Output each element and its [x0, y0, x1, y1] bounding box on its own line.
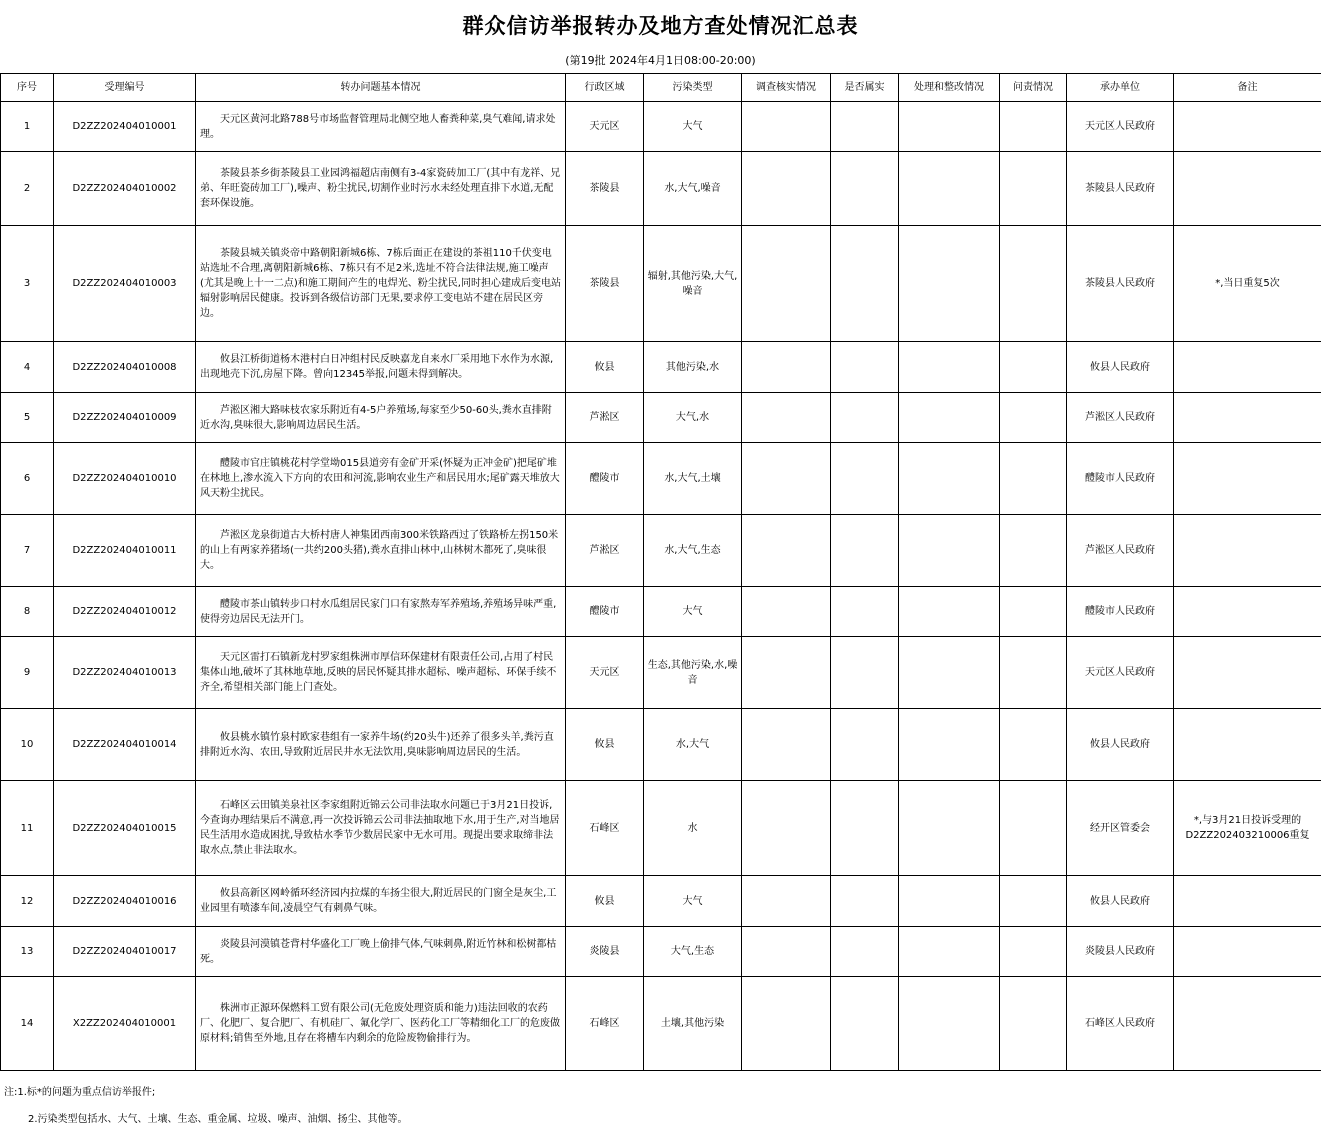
col-header-type: 污染类型: [644, 74, 742, 102]
row-investigation: [742, 515, 831, 587]
row-investigation: [742, 781, 831, 876]
table-row: [1, 977, 1321, 1071]
row-code: D2ZZ202404010014: [54, 709, 196, 781]
table-header-row: [1, 74, 1321, 102]
row-investigation: [742, 927, 831, 977]
row-verified: [831, 342, 899, 393]
row-region: 芦淞区: [566, 515, 644, 587]
row-handling: [899, 927, 1000, 977]
row-code: D2ZZ202404010012: [54, 587, 196, 637]
row-type: 大气,水: [644, 393, 742, 443]
row-investigation: [742, 102, 831, 152]
row-accountability: [1000, 152, 1067, 226]
row-code: D2ZZ202404010002: [54, 152, 196, 226]
row-unit: 攸县人民政府: [1067, 342, 1174, 393]
col-header-accountability: 问责情况: [1000, 74, 1067, 102]
table-row: [1, 781, 1321, 876]
row-desc: 攸县江桥街道杨木港村白日冲组村民反映嘉龙自来水厂采用地下水作为水源,出现地壳下沉,房屋下降。曾向12345举报,问题未得到解决。: [196, 342, 566, 393]
table-row: [1, 587, 1321, 637]
row-region: 醴陵市: [566, 443, 644, 515]
row-investigation: [742, 709, 831, 781]
footnote-2: 2.污染类型包括水、大气、土壤、生态、重金属、垃圾、噪声、油烟、扬尘、其他等。: [28, 1114, 408, 1125]
col-header-handling: 处理和整改情况: [899, 74, 1000, 102]
row-investigation: [742, 876, 831, 927]
row-code: D2ZZ202404010015: [54, 781, 196, 876]
table-row: [1, 876, 1321, 927]
table-row: [1, 515, 1321, 587]
row-no: 7: [1, 515, 54, 587]
row-type: 土壤,其他污染: [644, 977, 742, 1071]
row-verified: [831, 637, 899, 709]
table-row: [1, 226, 1321, 342]
row-region: 芦淞区: [566, 393, 644, 443]
row-note: *,当日重复5次: [1174, 226, 1321, 342]
row-investigation: [742, 226, 831, 342]
row-accountability: [1000, 393, 1067, 443]
row-verified: [831, 927, 899, 977]
row-no: 6: [1, 443, 54, 515]
row-verified: [831, 443, 899, 515]
row-type: 生态,其他污染,水,噪音: [644, 637, 742, 709]
row-verified: [831, 102, 899, 152]
col-header-region: 行政区域: [566, 74, 644, 102]
row-handling: [899, 876, 1000, 927]
row-handling: [899, 342, 1000, 393]
row-desc: 醴陵市茶山镇转步口村水瓜组居民家门口有家熬寿军养殖场,养殖场异味严重,使得旁边居民无法开门。: [196, 587, 566, 637]
row-desc: 芦淞区龙泉街道古大桥村唐人神集团西南300米铁路西过了铁路桥左拐150米的山上有两家养猪场(一共约200头猪),粪水直排山林中,山林树木都死了,臭味很大。: [196, 515, 566, 587]
row-handling: [899, 152, 1000, 226]
col-header-desc: 转办问题基本情况: [196, 74, 566, 102]
row-unit: 茶陵县人民政府: [1067, 152, 1174, 226]
row-code: D2ZZ202404010013: [54, 637, 196, 709]
row-accountability: [1000, 637, 1067, 709]
row-verified: [831, 587, 899, 637]
col-header-note: 备注: [1174, 74, 1321, 102]
row-accountability: [1000, 226, 1067, 342]
row-type: 大气: [644, 876, 742, 927]
row-desc: 天元区黄河北路788号市场监督管理局北侧空地人畜粪种菜,臭气难闻,请求处理。: [196, 102, 566, 152]
row-handling: [899, 977, 1000, 1071]
row-unit: 茶陵县人民政府: [1067, 226, 1174, 342]
row-desc: 炎陵县河漠镇苍背村华盛化工厂晚上偷排气体,气味刺鼻,附近竹林和松树都枯死。: [196, 927, 566, 977]
row-verified: [831, 709, 899, 781]
col-header-code: 受理编号: [54, 74, 196, 102]
row-region: 醴陵市: [566, 587, 644, 637]
row-unit: 炎陵县人民政府: [1067, 927, 1174, 977]
row-unit: 芦淞区人民政府: [1067, 393, 1174, 443]
row-code: D2ZZ202404010011: [54, 515, 196, 587]
row-unit: 醴陵市人民政府: [1067, 443, 1174, 515]
row-verified: [831, 515, 899, 587]
row-desc: 茶陵县城关镇炎帝中路朝阳新城6栋、7栋后面正在建设的茶祖110千伏变电站选址不合理,离朝阳新城6栋、7栋只有不足2米,选址不符合法律法规,施工噪声(尤其是晚上十一二点)和施工期间产生的电焊光、粉尘扰民,同时担心建成后变电站辐射影响居民健康。投诉到各级信访部门无果,要求停工变电站不建在居民区旁边。: [196, 226, 566, 342]
row-accountability: [1000, 587, 1067, 637]
row-code: D2ZZ202404010003: [54, 226, 196, 342]
row-region: 炎陵县: [566, 927, 644, 977]
table-row: [1, 443, 1321, 515]
row-desc: 石峰区云田镇美泉社区李家组附近锦云公司非法取水问题已于3月21日投诉,今查询办理结果后不满意,再一次投诉锦云公司非法抽取地下水,用于生产,对当地居民生活用水造成困扰,导致枯水季节少数居民家中无水可用。现提出要求取缔非法取水点,禁止非法取水。: [196, 781, 566, 876]
row-desc: 茶陵县茶乡街茶陵县工业园鸿福超店南侧有3-4家瓷砖加工厂(其中有龙祥、兄弟、年旺瓷砖加工厂),噪声、粉尘扰民,切割作业时污水未经处理直排下水道,无配套环保设施。: [196, 152, 566, 226]
row-type: 其他污染,水: [644, 342, 742, 393]
row-type: 水,大气,噪音: [644, 152, 742, 226]
row-code: D2ZZ202404010008: [54, 342, 196, 393]
col-header-investigation: 调查核实情况: [742, 74, 831, 102]
row-region: 石峰区: [566, 781, 644, 876]
row-unit: 石峰区人民政府: [1067, 977, 1174, 1071]
row-verified: [831, 393, 899, 443]
row-accountability: [1000, 876, 1067, 927]
row-code: D2ZZ202404010001: [54, 102, 196, 152]
row-handling: [899, 102, 1000, 152]
row-verified: [831, 781, 899, 876]
row-type: 大气,生态: [644, 927, 742, 977]
row-code: D2ZZ202404010017: [54, 927, 196, 977]
row-code: X2ZZ202404010001: [54, 977, 196, 1071]
row-handling: [899, 393, 1000, 443]
row-note: [1174, 102, 1321, 152]
summary-table: [0, 73, 1321, 1071]
table-row: [1, 927, 1321, 977]
row-code: D2ZZ202404010009: [54, 393, 196, 443]
row-desc: 芦淞区湘大路味枝农家乐附近有4-5户养殖场,每家至少50-60头,粪水直排附近水沟,臭味很大,影响周边居民生活。: [196, 393, 566, 443]
row-unit: 天元区人民政府: [1067, 637, 1174, 709]
row-unit: 攸县人民政府: [1067, 709, 1174, 781]
row-investigation: [742, 587, 831, 637]
row-desc: 醴陵市官庄镇桃花村学堂坳015县道旁有金矿开采(怀疑为正冲金矿)把尾矿堆在林地上,渗水流入下方向的农田和河流,影响农业生产和居民用水;尾矿露天堆放大风天粉尘扰民。: [196, 443, 566, 515]
row-no: 1: [1, 102, 54, 152]
row-unit: 芦淞区人民政府: [1067, 515, 1174, 587]
row-note: [1174, 587, 1321, 637]
row-note: [1174, 709, 1321, 781]
row-verified: [831, 977, 899, 1071]
row-investigation: [742, 637, 831, 709]
row-note: [1174, 515, 1321, 587]
row-desc: 株洲市正源环保燃料工贸有限公司(无危废处理资质和能力)违法回收的农药厂、化肥厂、复合肥厂、有机硅厂、氟化学厂、医药化工厂等精细化工厂的危废做原材料;销售至外地,且存在将槽车内剩余的危险废物偷排行为。: [196, 977, 566, 1071]
row-region: 茶陵县: [566, 152, 644, 226]
row-accountability: [1000, 977, 1067, 1071]
row-accountability: [1000, 342, 1067, 393]
row-no: 8: [1, 587, 54, 637]
row-investigation: [742, 342, 831, 393]
row-handling: [899, 443, 1000, 515]
row-type: 水: [644, 781, 742, 876]
table-row: [1, 393, 1321, 443]
row-no: 10: [1, 709, 54, 781]
row-note: [1174, 342, 1321, 393]
row-accountability: [1000, 781, 1067, 876]
row-handling: [899, 637, 1000, 709]
row-no: 11: [1, 781, 54, 876]
row-verified: [831, 152, 899, 226]
row-code: D2ZZ202404010010: [54, 443, 196, 515]
row-note: *,与3月21日投诉受理的D2ZZ202403210006重复: [1174, 781, 1321, 876]
row-note: [1174, 637, 1321, 709]
row-no: 2: [1, 152, 54, 226]
table-row: [1, 637, 1321, 709]
row-handling: [899, 515, 1000, 587]
row-accountability: [1000, 709, 1067, 781]
row-region: 攸县: [566, 342, 644, 393]
row-unit: 醴陵市人民政府: [1067, 587, 1174, 637]
row-no: 13: [1, 927, 54, 977]
row-region: 石峰区: [566, 977, 644, 1071]
row-note: [1174, 876, 1321, 927]
row-note: [1174, 152, 1321, 226]
row-unit: 天元区人民政府: [1067, 102, 1174, 152]
footnote-1: 注:1.标*的问题为重点信访举报件;: [4, 1087, 156, 1098]
batch-subtitle: (第19批 2024年4月1日08:00-20:00): [565, 54, 756, 67]
row-investigation: [742, 977, 831, 1071]
row-verified: [831, 226, 899, 342]
row-type: 辐射,其他污染,大气,噪音: [644, 226, 742, 342]
row-type: 水,大气,生态: [644, 515, 742, 587]
table-row: [1, 152, 1321, 226]
row-type: 水,大气: [644, 709, 742, 781]
row-unit: 经开区管委会: [1067, 781, 1174, 876]
row-note: [1174, 977, 1321, 1071]
row-no: 9: [1, 637, 54, 709]
row-accountability: [1000, 443, 1067, 515]
row-handling: [899, 226, 1000, 342]
row-code: D2ZZ202404010016: [54, 876, 196, 927]
row-desc: 天元区雷打石镇新龙村罗家组株洲市厚信环保建材有限责任公司,占用了村民集体山地,破坏了其林地草地,反映的居民怀疑其排水超标、噪声超标、环保手续不齐全,希望相关部门能上门查处。: [196, 637, 566, 709]
row-no: 12: [1, 876, 54, 927]
row-accountability: [1000, 515, 1067, 587]
row-accountability: [1000, 927, 1067, 977]
row-type: 大气: [644, 587, 742, 637]
row-type: 大气: [644, 102, 742, 152]
col-header-no: 序号: [1, 74, 54, 102]
row-investigation: [742, 443, 831, 515]
col-header-verified: 是否属实: [831, 74, 899, 102]
page-title: 群众信访举报转办及地方查处情况汇总表: [462, 14, 859, 38]
row-type: 水,大气,土壤: [644, 443, 742, 515]
row-handling: [899, 587, 1000, 637]
row-investigation: [742, 393, 831, 443]
row-note: [1174, 927, 1321, 977]
table-row: [1, 709, 1321, 781]
row-investigation: [742, 152, 831, 226]
row-handling: [899, 709, 1000, 781]
row-region: 茶陵县: [566, 226, 644, 342]
row-no: 4: [1, 342, 54, 393]
row-region: 天元区: [566, 637, 644, 709]
row-accountability: [1000, 102, 1067, 152]
row-no: 14: [1, 977, 54, 1071]
row-no: 5: [1, 393, 54, 443]
row-desc: 攸县高新区网岭循环经济园内拉煤的车扬尘很大,附近居民的门窗全是灰尘,工业园里有喷漆车间,凌晨空气有刺鼻气味。: [196, 876, 566, 927]
row-no: 3: [1, 226, 54, 342]
table-row: [1, 102, 1321, 152]
row-region: 天元区: [566, 102, 644, 152]
table-row: [1, 342, 1321, 393]
row-region: 攸县: [566, 876, 644, 927]
row-region: 攸县: [566, 709, 644, 781]
row-verified: [831, 876, 899, 927]
row-desc: 攸县桃水镇竹泉村欧家巷组有一家养牛场(约20头牛)还养了很多头羊,粪污直排附近水沟、农田,导致附近居民井水无法饮用,臭味影响周边居民的生活。: [196, 709, 566, 781]
row-note: [1174, 443, 1321, 515]
row-unit: 攸县人民政府: [1067, 876, 1174, 927]
col-header-unit: 承办单位: [1067, 74, 1174, 102]
row-note: [1174, 393, 1321, 443]
row-handling: [899, 781, 1000, 876]
